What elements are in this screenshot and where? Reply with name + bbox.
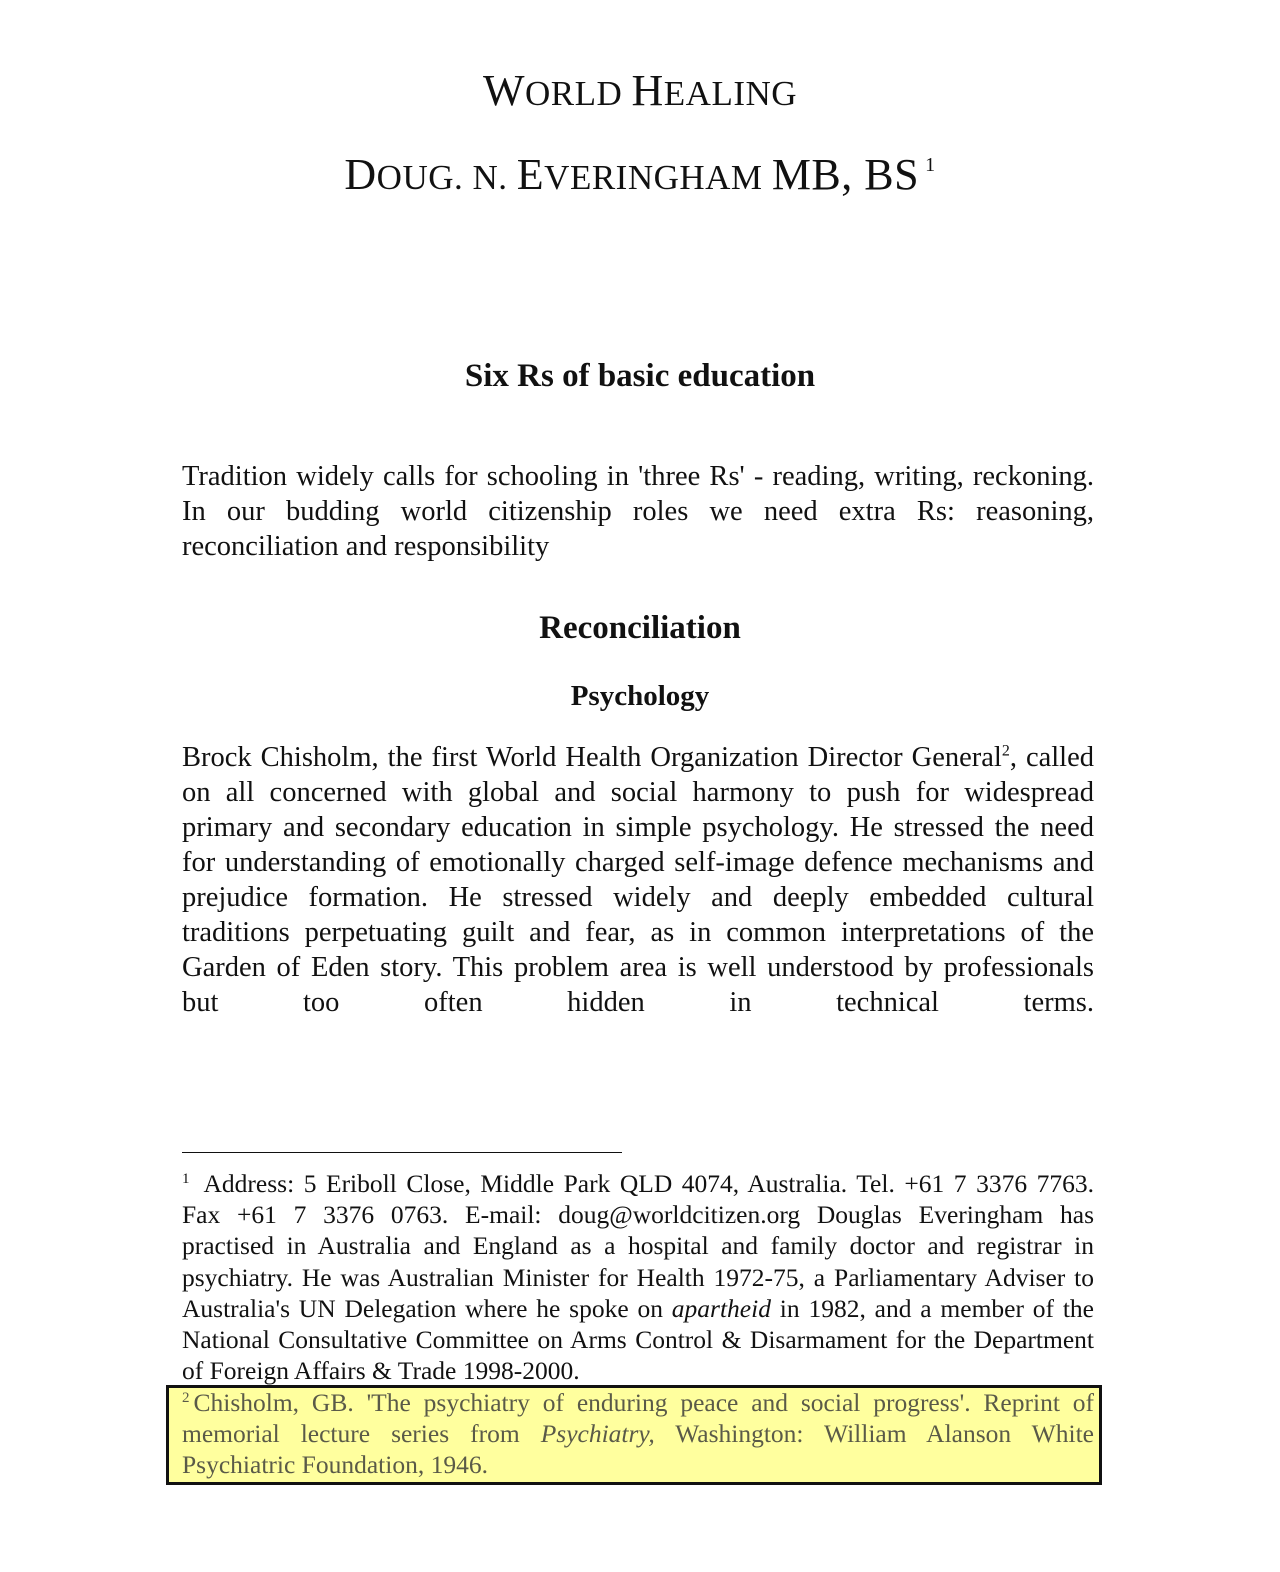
- title-part-1: ORLD: [524, 74, 632, 113]
- footnote-2-text-2: Washington: William Alanson White Psychiatric Foundation, 1946.: [182, 1419, 1094, 1480]
- footnote-2-italic: Psychiatry,: [540, 1419, 655, 1449]
- footnote-1: [182, 1168, 1094, 1386]
- footnote-2-text-1: Chisholm, GB. 'The psychiatry of enduring peace and social progress'. Reprint of memorial lecture series from: [182, 1388, 1094, 1449]
- footnote-2-mark: 2: [182, 1389, 190, 1406]
- footnote-separator: [182, 1152, 622, 1153]
- footnote-1-ref: 1: [925, 154, 936, 176]
- paragraph-six-rs: Tradition widely calls for schooling in 'three Rs' - reading, writing, reckoning. In our budding world citizenship roles we need extra Rs: reasoning, reconciliation and responsibility: [182, 461, 1094, 562]
- title-initial-h: H: [631, 66, 664, 115]
- document-title: [0, 66, 1280, 119]
- footnote-2-ref: 2: [1001, 742, 1010, 760]
- author-part-1: OUG. N.: [376, 158, 517, 197]
- author-line: [0, 150, 1280, 208]
- paragraph-psychology: [182, 740, 1094, 1020]
- footnote-1-text-1: Address: 5 Eriboll Close, Middle Park QLD 4074, Australia. Tel. +61 7 3376 7763. Fax +61 7 3376 0763. E-mail: doug@worldcitizen.org Douglas Everingham has practised in Australia and England as a hospital and family doctor and registrar in psychiatry. He was Australian Minister for Health 1972-75, a Parliamentary Adviser to Australia's UN Delegation where he spoke on: [182, 1169, 1094, 1323]
- section-heading-six-rs: Six Rs of basic education: [464, 358, 816, 394]
- footnote-1-text-2: in 1982, and a member of the National Consultative Committee on Arms Control & Disarmament for the Department of Foreign Affairs & Trade 1998-2000.: [182, 1293, 1094, 1386]
- footnote-2: [182, 1387, 1094, 1481]
- paragraph-psychology-part-1: Brock Chisholm, the first World Health Organization Director General: [182, 742, 1002, 773]
- title-part-2: EALING: [663, 74, 798, 113]
- paragraph-psychology-part-2: , called on all concerned with global and social harmony to push for widespread primary and secondary education in simple psychology. He stressed the need for understanding of emotionally charged self-image defence mechanisms and prejudice formation. He stressed widely and deeply embedded cultural traditions perpetuating guilt and fear, as in common interpretations of the Garden of Eden story. This problem area is well understood by professionals but too often hidden in technical terms.: [182, 742, 1094, 1018]
- author-degrees: MB, BS: [771, 150, 920, 199]
- author-initial-e: E: [516, 150, 545, 199]
- author-part-2: VERINGHAM: [544, 158, 772, 197]
- author-initial-d: D: [344, 150, 377, 199]
- title-initial-w: W: [482, 66, 525, 115]
- subheading-psychology: Psychology: [570, 680, 710, 712]
- footnote-1-mark: 1: [182, 1170, 190, 1187]
- footnote-1-italic: apartheid: [671, 1293, 771, 1323]
- section-heading-reconciliation: Reconciliation: [539, 610, 741, 646]
